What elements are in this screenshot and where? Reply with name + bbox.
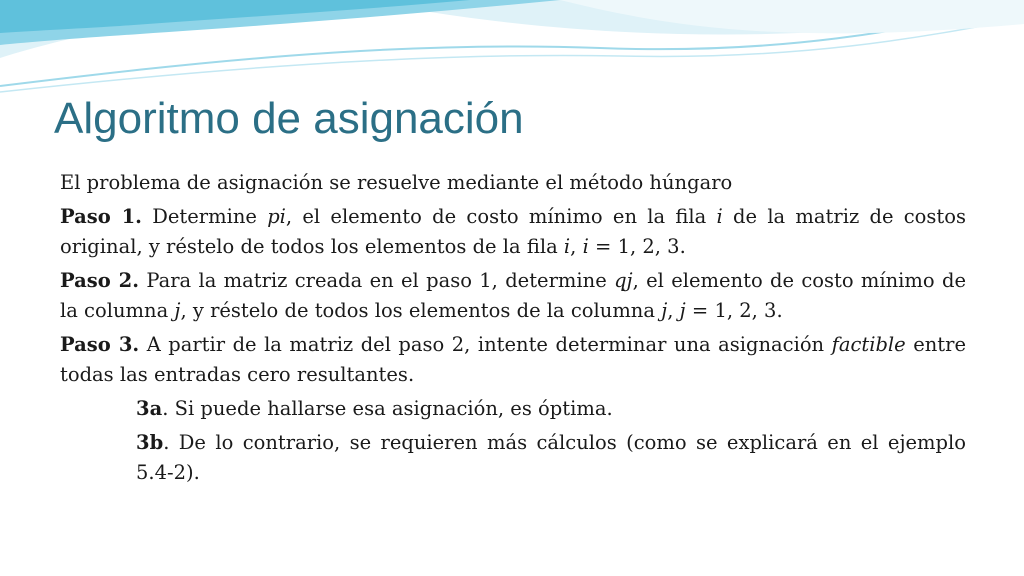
step-2-text: , y réstelo de todos los elementos de la columna: [180, 299, 662, 322]
word-factible: factible: [831, 333, 906, 356]
var-i: i: [563, 235, 571, 258]
step-1-text: Determine: [141, 205, 268, 228]
var-i: i: [582, 235, 589, 258]
step-1-text: , el elemento de costo mínimo en la fila: [285, 205, 717, 228]
var-j: j: [661, 299, 668, 322]
step-1-text: de la matriz de costos original, y réstelo de todos los elementos de la fila: [60, 205, 966, 258]
intro-paragraph: El problema de asignación se resuelve mediante el método húngaro: [60, 171, 733, 194]
step-2-text: ,: [667, 299, 680, 322]
step-3a-label: 3a: [136, 397, 163, 420]
step-3a-text: . Si puede hallarse esa asignación, es óptima.: [162, 397, 613, 420]
step-3b-paragraph: [136, 428, 966, 488]
step-1-text: = 1, 2, 3.: [588, 235, 686, 258]
step-3-paragraph: [60, 330, 966, 390]
var-pi: pi: [267, 205, 286, 228]
slide-body: [60, 168, 966, 492]
step-3-text: entre todas las entradas cero resultantes.: [60, 333, 967, 386]
var-qj: qj: [614, 269, 633, 292]
step-2-paragraph: [60, 266, 966, 326]
step-3b-label: 3b: [136, 431, 164, 454]
var-j: j: [174, 299, 181, 322]
step-3-label: Paso 3.: [60, 333, 140, 356]
step-2-label: Paso 2.: [60, 269, 140, 292]
page-title: Algoritmo de asignación: [54, 94, 524, 143]
step-2-text: Para la matriz creada en el paso 1, determine: [139, 269, 615, 292]
header-wave-decoration: [0, 0, 1024, 100]
step-3-text: A partir de la matriz del paso 2, intente determinar una asignación: [139, 333, 832, 356]
step-1-label: Paso 1.: [60, 205, 142, 228]
step-2-text: , el elemento de costo mínimo de la columna: [60, 269, 966, 322]
step-3b-text: . De lo contrario, se requieren más cálculos (como se explicará en el ejemplo 5.4-2).: [136, 431, 966, 484]
step-1-text: ,: [570, 235, 583, 258]
var-j: j: [679, 299, 686, 322]
step-1-paragraph: [60, 202, 966, 262]
step-3a-paragraph: [136, 394, 966, 424]
var-i: i: [716, 205, 723, 228]
step-2-text: = 1, 2, 3.: [685, 299, 783, 322]
